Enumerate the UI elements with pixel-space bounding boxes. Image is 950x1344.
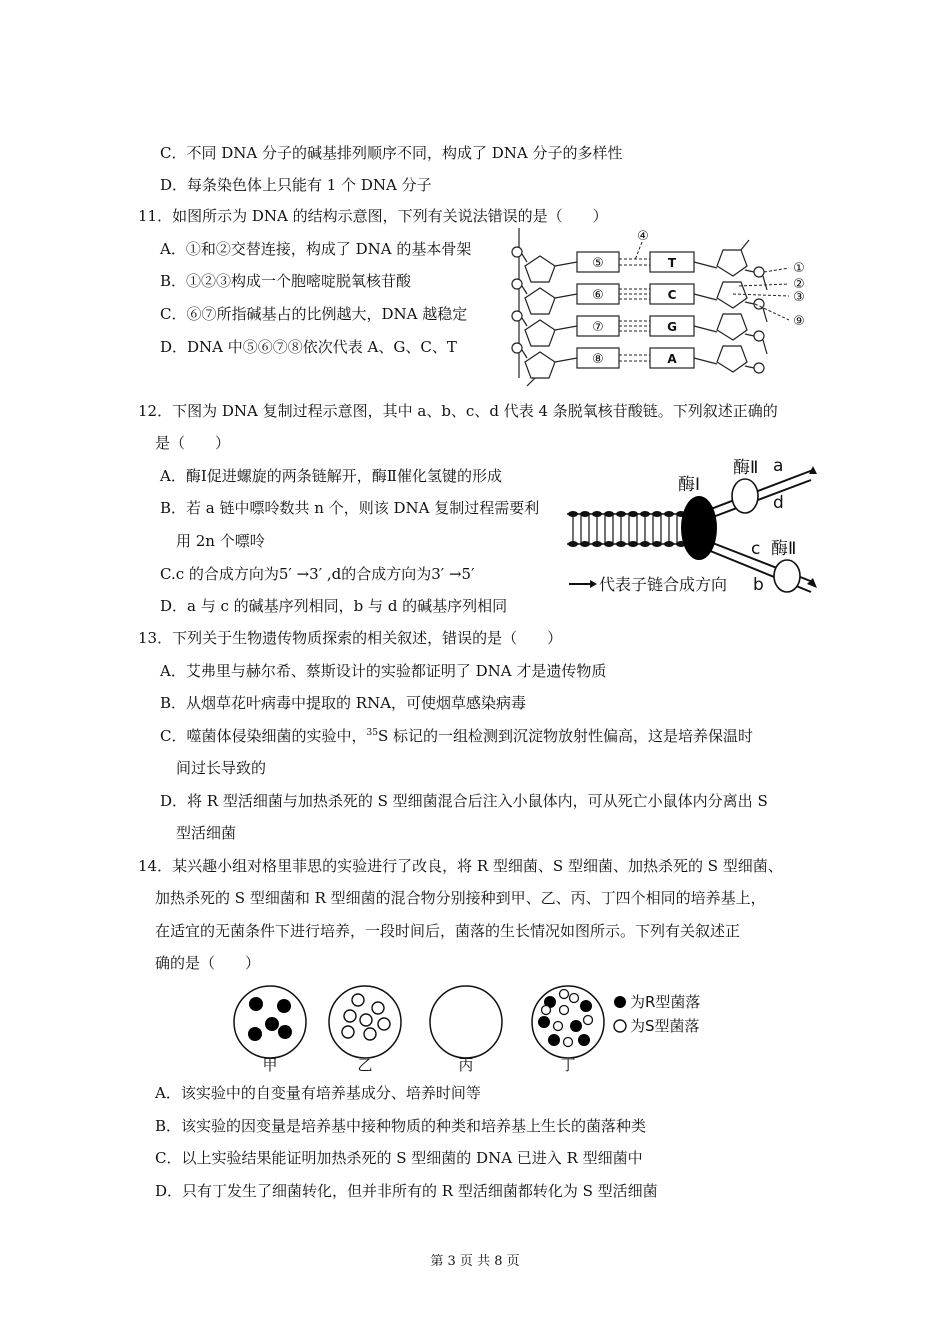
enzyme-1-label: 酶Ⅰ (678, 475, 701, 495)
dna-structure-figure (505, 228, 825, 388)
q14-option-a: A．该实验中的自变量有培养基成分、培养时间等 (155, 1084, 481, 1102)
q14-stem-line4: 确的是（ ） (155, 954, 261, 972)
q11-option-a: A．①和②交替连接，构成了 DNA 的基本骨架 (160, 240, 472, 258)
enzyme-2-top-label: 酶Ⅱ (733, 458, 759, 478)
legend-s-colony: 为S型菌落 (630, 1017, 700, 1035)
q13-option-c-post: S 标记的一组检测到沉淀物放射性偏高，这是培养保温时 (377, 727, 753, 745)
q13-option-c-line2: 间过长导致的 (176, 759, 267, 777)
page-footer: 第 3 页 共 8 页 (430, 1254, 520, 1269)
q14-option-b: B．该实验的因变量是培养基中接种物质的种类和培养基上生长的菌落种类 (155, 1117, 647, 1135)
q14-stem-line3: 在适宜的无菌条件下进行培养，一段时间后，菌落的生长情况如图所示。下列有关叙述正 (155, 922, 741, 940)
q12-option-a: A．酶Ⅰ促进螺旋的两条链解开，酶Ⅱ催化氢键的形成 (160, 467, 502, 485)
q11-option-c: C．⑥⑦所指碱基占的比例越大，DNA 越稳定 (160, 305, 468, 323)
q12-option-b-line1: B．若 a 链中嘌呤数共 n 个，则该 DNA 复制过程需要利 (160, 499, 540, 517)
label-9: ⑨ (793, 314, 805, 329)
dish-label-bing: 丙 (458, 1056, 474, 1072)
label-6: ⑥ (592, 288, 604, 303)
petri-dish-figure (228, 980, 728, 1072)
q10-option-c: C．不同 DNA 分子的碱基排列顺序不同，构成了 DNA 分子的多样性 (160, 144, 623, 162)
q13-option-d-line2: 型活细菌 (176, 824, 237, 842)
isotope-35: 35 (366, 728, 378, 738)
label-3: ③ (793, 290, 805, 305)
q11-option-d: D．DNA 中⑤⑥⑦⑧依次代表 A、G、C、T (160, 338, 457, 356)
enzyme-2-bottom-label: 酶Ⅱ (771, 539, 797, 559)
q14-option-d: D．只有丁发生了细菌转化，但并非所有的 R 型活细菌都转化为 S 型活细菌 (155, 1182, 658, 1200)
label-7: ⑦ (592, 320, 604, 335)
q13-option-c-line1 (160, 725, 753, 747)
q11-option-b: B．①②③构成一个胞嘧啶脱氧核苷酸 (160, 272, 412, 290)
q13-option-a: A．艾弗里与赫尔希、蔡斯设计的实验都证明了 DNA 才是遗传物质 (160, 662, 607, 680)
q12-option-c: C.c 的合成方向为5′ →3′ ,d的合成方向为3′ →5′ (160, 565, 475, 583)
q12-option-b-line2: 用 2n 个嘌呤 (176, 532, 265, 550)
q12-stem-line1: 12．下图为 DNA 复制过程示意图，其中 a、b、c、d 代表 4 条脱氧核苷酸链。下列叙述正确的 (138, 402, 778, 420)
q13-option-b: B．从烟草花叶病毒中提取的 RNA，可使烟草感染病毒 (160, 694, 527, 712)
enzyme-1-shape (681, 496, 717, 560)
q11-stem: 11．如图所示为 DNA 的结构示意图，下列有关说法错误的是（ ） (138, 207, 608, 225)
q13-stem: 13．下列关于生物遗传物质探索的相关叙述，错误的是（ ） (138, 629, 563, 647)
label-4: ④ (637, 229, 649, 244)
strand-d-label: d (773, 493, 784, 513)
q12-stem-line2: 是（ ） (155, 434, 231, 452)
label-2: ② (793, 277, 805, 292)
dna-replication-figure (563, 452, 818, 602)
q10-option-d: D．每条染色体上只能有 1 个 DNA 分子 (160, 176, 432, 194)
label-8: ⑧ (592, 352, 604, 367)
q12-option-d: D．a 与 c 的碱基序列相同，b 与 d 的碱基序列相同 (160, 597, 508, 615)
q14-stem-line2: 加热杀死的 S 型细菌和 R 型细菌的混合物分别接种到甲、乙、丙、丁四个相同的培养基上， (155, 889, 766, 907)
dish-label-yi: 乙 (357, 1056, 373, 1072)
dish-bing (430, 986, 502, 1058)
base-g: G (667, 320, 677, 334)
base-a: A (667, 352, 677, 366)
q13-option-c-pre: C．噬菌体侵染细菌的实验中， (160, 727, 367, 745)
q14-option-c: C．以上实验结果能证明加热杀死的 S 型细菌的 DNA 已进入 R 型细菌中 (155, 1149, 643, 1167)
label-5: ⑤ (592, 256, 604, 271)
dish-label-ding: 丁 (560, 1056, 576, 1072)
legend-r-colony: 为R型菌落 (630, 993, 701, 1011)
legend-text: 代表子链合成方向 (599, 575, 728, 594)
label-1: ① (793, 261, 805, 276)
dish-label-jia: 甲 (262, 1056, 278, 1072)
strand-b-label: b (753, 575, 764, 595)
strand-a-label: a (773, 456, 784, 476)
q14-stem-line1: 14．某兴趣小组对格里菲思的实验进行了改良，将 R 型细菌、S 型细菌、加热杀死的 S 型细菌、 (138, 857, 783, 875)
q13-option-d-line1: D．将 R 型活细菌与加热杀死的 S 型细菌混合后注入小鼠体内，可从死亡小鼠体内分离出 S (160, 792, 768, 810)
base-t: T (667, 256, 677, 270)
base-c: C (667, 288, 677, 302)
strand-c-label: c (751, 539, 761, 559)
